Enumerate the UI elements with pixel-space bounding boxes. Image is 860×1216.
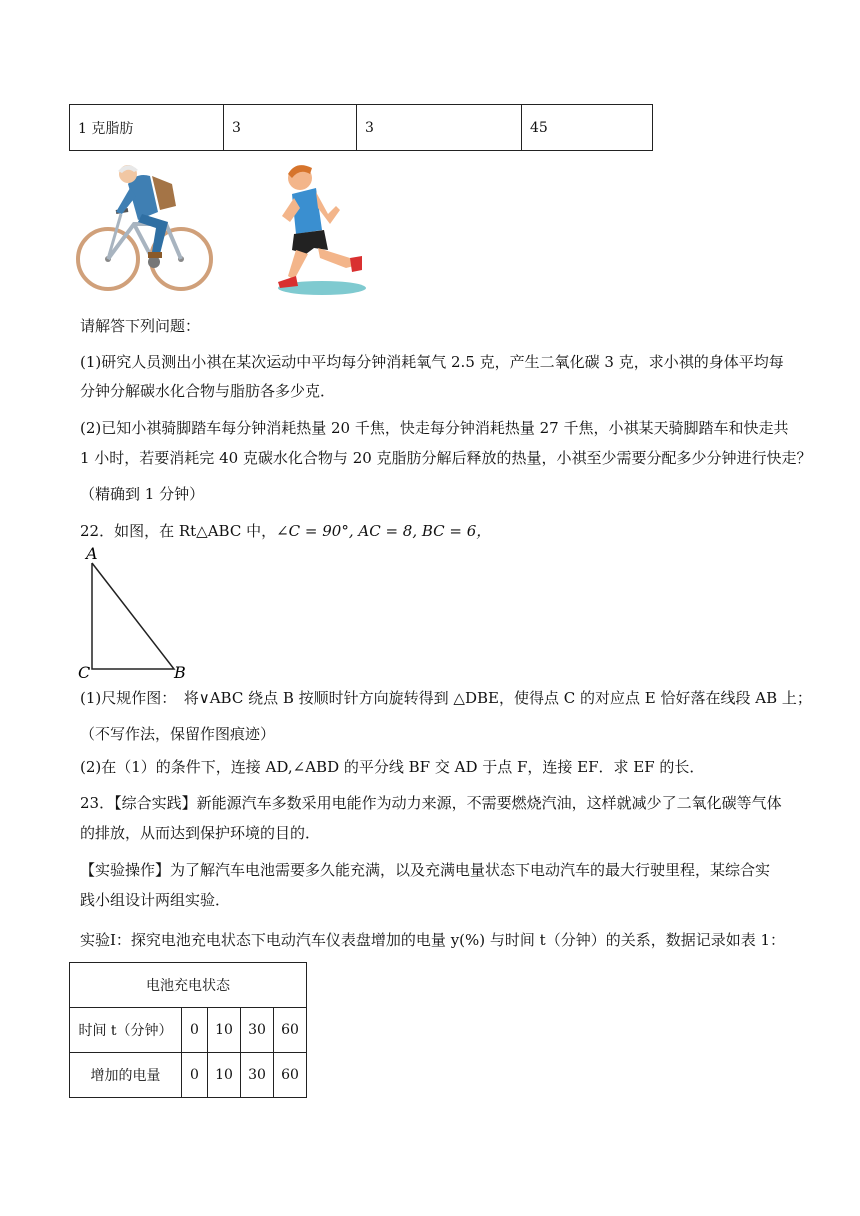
table-cell: 60 [274, 1008, 307, 1053]
table-cell: 45 [522, 105, 653, 151]
q22-part1-line2: （不写作法，保留作图痕迹） [80, 725, 276, 743]
table-cell: 10 [208, 1008, 241, 1053]
table-row-label: 增加的电量 [70, 1053, 182, 1098]
q23-experiment1: 实验Ⅰ：探究电池充电状态下电动汽车仪表盘增加的电量 y(%) 与时间 t（分钟）的关系，数据记录如表 1： [80, 931, 786, 949]
q23-line4: 践小组设计两组实验． [80, 891, 231, 909]
q23-line3: 【实验操作】为了解汽车电池需要多久能充满，以及充满电量状态下电动汽车的最大行驶里程，某综合实 [80, 861, 771, 879]
q21-part2-line1: (2)已知小祺骑脚踏车每分钟消耗热量 20 千焦，快走每分钟消耗热量 27 千焦，小祺某天骑脚踏车和快走共 [80, 419, 789, 437]
table-cell: 30 [241, 1008, 274, 1053]
label-c: C [78, 663, 91, 681]
q22-prefix: 22．如图，在 Rt△ABC 中， [80, 522, 277, 540]
table-row-label: 时间 t（分钟） [70, 1008, 182, 1053]
label-b: B [174, 663, 186, 681]
table-title-cell: 电池充电状态 [70, 963, 307, 1008]
table-cell: 60 [274, 1053, 307, 1098]
table-row [70, 105, 653, 151]
table-cell: 0 [182, 1008, 208, 1053]
q23-line1: 23．【综合实践】新能源汽车多数采用电能作为动力来源，不需要燃烧汽油，这样就减少了二氧化碳等气体 [80, 794, 782, 812]
table-cell: 3 [224, 105, 357, 151]
q22-condition: ∠C = 90°, AC = 8, BC = 6， [276, 522, 492, 540]
table-row [70, 963, 307, 1008]
label-a: A [86, 545, 98, 563]
runner-illustration [266, 158, 376, 298]
cyclist-illustration [76, 162, 216, 294]
table-cell: 1 克脂肪 [70, 105, 224, 151]
table-cell: 0 [182, 1053, 208, 1098]
q21-part1-line1: (1)研究人员测出小祺在某次运动中平均每分钟消耗氧气 2.5 克，产生二氧化碳 3 克，求小祺的身体平均每 [80, 353, 784, 371]
q21-part2-line3: （精确到 1 分钟） [80, 485, 205, 503]
intro-text: 请解答下列问题： [80, 317, 201, 335]
q22-part1-line1: (1)尺规作图： 将∨ABC 绕点 B 按顺时针方向旋转得到 △DBE，使得点 C 的对应点 E 恰好落在线段 AB 上； [80, 689, 812, 707]
q23-line2: 的排放，从而达到保护环境的目的． [80, 824, 321, 842]
table-cell: 30 [241, 1053, 274, 1098]
table-cell: 3 [357, 105, 522, 151]
triangle-figure [76, 545, 192, 681]
table-row [70, 1053, 307, 1098]
charging-table [69, 962, 307, 1098]
fat-table [69, 104, 653, 151]
q22-stem [80, 521, 491, 541]
q21-part2-line2: 1 小时，若要消耗完 40 克碳水化合物与 20 克脂肪分解后释放的热量，小祺至少需要分配多少分钟进行快走？ [80, 449, 812, 467]
q22-part2: (2)在（1）的条件下，连接 AD,∠ABD 的平分线 BF 交 AD 于点 F，连接 EF．求 EF 的长． [80, 758, 705, 776]
table-cell: 10 [208, 1053, 241, 1098]
q21-part1-line2: 分钟分解碳水化合物与脂肪各多少克． [80, 382, 336, 400]
table-row [70, 1008, 307, 1053]
